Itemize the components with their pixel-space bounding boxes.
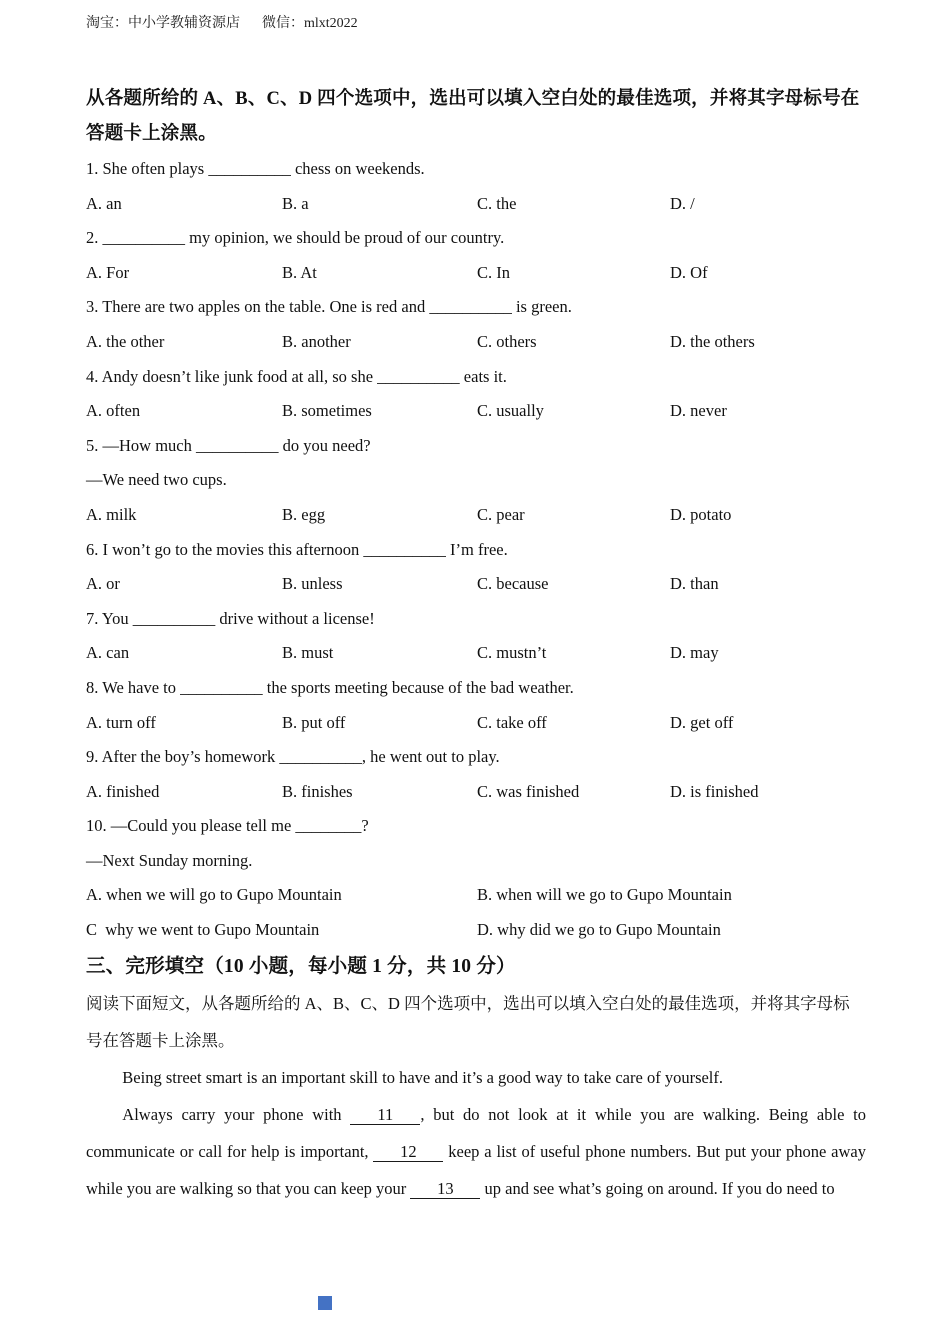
question-stem: 9. After the boy’s homework __________, he went out to play. [86, 747, 500, 767]
options-row [86, 878, 866, 947]
question-stem: 8. We have to __________ the sports meeting because of the bad weather. [86, 677, 574, 697]
option-cell: B. finishes [282, 781, 353, 801]
option-cell: C. was finished [477, 781, 580, 801]
options-row [86, 498, 866, 533]
option-cell: C. pear [477, 504, 525, 524]
option-cell: A. finished [86, 781, 160, 801]
cloze-blank-12: 12 [373, 1142, 443, 1162]
question-list [86, 152, 866, 948]
question-block [86, 290, 866, 359]
cloze-blank-11: 11 [350, 1105, 420, 1125]
question-block [86, 740, 866, 809]
cloze-blank-13: 13 [410, 1179, 480, 1199]
option-cell: A. or [86, 574, 120, 594]
option-cell: C. because [477, 574, 549, 594]
question-stem: 5. —How much __________ do you need? [86, 435, 371, 455]
question-reply: —Next Sunday morning. [86, 850, 253, 870]
question-reply: —We need two cups. [86, 470, 227, 490]
question-block [86, 602, 866, 671]
option-cell: D. than [670, 574, 719, 594]
option-cell: C. others [477, 331, 537, 351]
option-cell: B. another [282, 331, 351, 351]
question-block [86, 809, 866, 947]
options-row [86, 325, 866, 360]
option-cell: D. is finished [670, 781, 759, 801]
option-cell: B. At [282, 262, 317, 282]
option-cell: D. may [670, 643, 719, 663]
options-row [86, 775, 866, 810]
blue-square-marker [318, 1296, 332, 1310]
question-stem: 4. Andy doesn’t like junk food at all, so she __________ eats it. [86, 366, 507, 386]
option-cell: A. when we will go to Gupo Mountain [86, 885, 342, 905]
option-cell: D. the others [670, 331, 755, 351]
option-cell: A. an [86, 193, 122, 213]
options-row [86, 636, 866, 671]
question-stem: 1. She often plays __________ chess on weekends. [86, 159, 425, 178]
taobao-shop-label: 淘宝：中小学教辅资源店 [86, 16, 240, 31]
question-stem: 10. —Could you please tell me ________? [86, 816, 369, 836]
question-stem: 3. There are two apples on the table. One is red and __________ is green. [86, 297, 572, 317]
option-cell: D. / [670, 193, 695, 213]
question-stem: 6. I won’t go to the movies this afternoon __________ I’m free. [86, 539, 508, 559]
option-cell: D. Of [670, 262, 708, 282]
question-block [86, 152, 866, 221]
option-cell: D. why did we go to Gupo Mountain [477, 920, 721, 940]
option-cell: A. often [86, 401, 141, 421]
option-cell: B. egg [282, 504, 326, 524]
option-cell: C. the [477, 193, 517, 213]
option-cell: C. usually [477, 401, 544, 421]
option-cell: A. milk [86, 504, 137, 524]
passage-paragraph: Being street smart is an important skill to have and it’s a good way to take care of yourself. [122, 1067, 724, 1087]
option-cell: D. never [670, 401, 727, 421]
option-cell: D. potato [670, 504, 732, 524]
option-cell: A. For [86, 262, 130, 282]
option-cell: B. must [282, 643, 334, 663]
option-cell: C. In [477, 262, 510, 282]
question-block [86, 671, 866, 740]
question-block [86, 360, 866, 429]
page-content [86, 0, 866, 1207]
option-cell: A. turn off [86, 712, 156, 732]
option-cell: B. sometimes [282, 401, 372, 421]
option-cell: C why we went to Gupo Mountain [86, 920, 320, 940]
options-row [86, 256, 866, 291]
section2-instruction: 从各题所给的 A、B、C、D 四个选项中，选出可以填入空白处的最佳选项，并将其字母标号在答题卡上涂黑。 [86, 89, 860, 144]
section3-heading: 三、完形填空（10 小题，每小题 1 分，共 10 分） [86, 955, 516, 977]
option-cell: C. take off [477, 712, 547, 732]
option-cell: B. put off [282, 712, 346, 732]
question-block [86, 429, 866, 533]
option-cell: B. a [282, 193, 309, 213]
options-row [86, 394, 866, 429]
passage-paragraph: Always carry your phone with 11 , but do not look at it while you are walking. Being able to communicate or call for help is important, 12 keep a list of useful phone numbers. But put your phone away while you are walking so that you can keep your 13 up and see what’s going on around. If you do need to [86, 1104, 866, 1198]
question-block [86, 533, 866, 602]
option-cell: A. the other [86, 331, 165, 351]
options-row [86, 187, 866, 222]
option-cell: C. mustn’t [477, 643, 547, 663]
option-cell: B. when will we go to Gupo Mountain [477, 885, 732, 905]
section3-instruction: 阅读下面短文，从各题所给的 A、B、C、D 四个选项中，选出可以填入空白处的最佳选项，并将其字母标号在答题卡上涂黑。 [86, 993, 850, 1050]
option-cell: D. get off [670, 712, 734, 732]
question-block [86, 221, 866, 290]
question-stem: 7. You __________ drive without a license! [86, 608, 375, 628]
option-cell: B. unless [282, 574, 343, 594]
cloze-passage [86, 1059, 866, 1207]
options-row [86, 567, 866, 602]
wechat-label: 微信：mlxt2022 [262, 16, 358, 31]
question-stem: 2. __________ my opinion, we should be proud of our country. [86, 228, 505, 248]
options-row [86, 706, 866, 741]
option-cell: A. can [86, 643, 130, 663]
